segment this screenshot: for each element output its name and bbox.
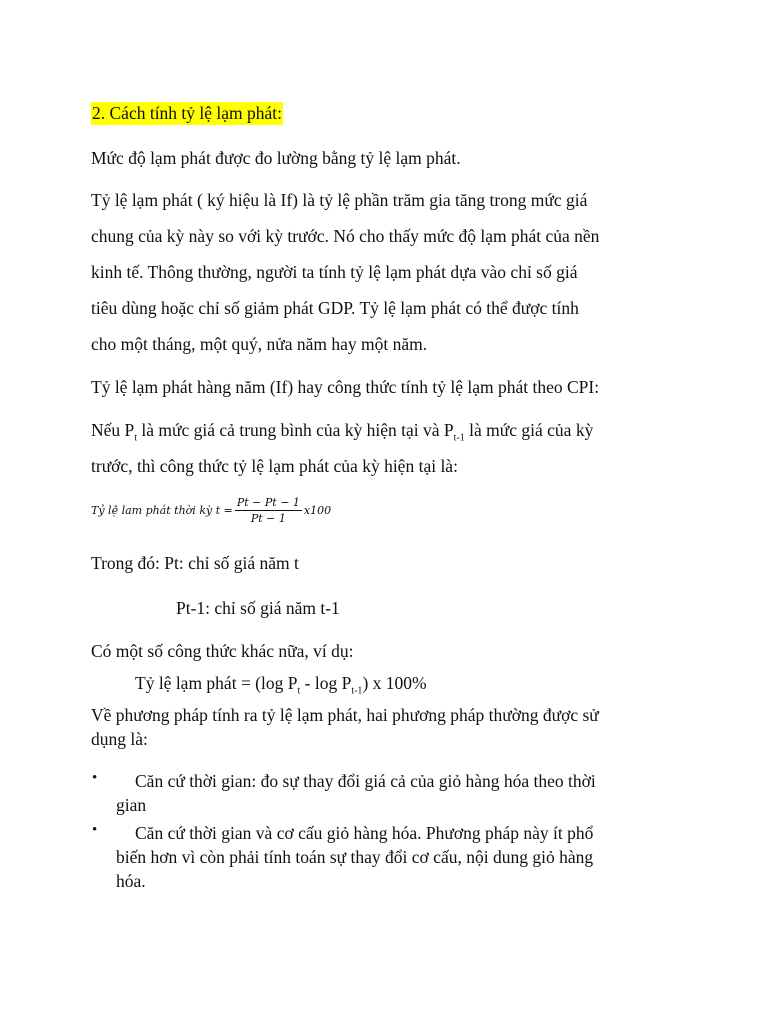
- where-line: Trong đó: Pt: chỉ số giá năm t: [91, 553, 299, 573]
- formula-numerator: Pt − Pt − 1: [236, 496, 300, 509]
- section-heading: 2. Cách tính tỷ lệ lạm phát:: [92, 103, 283, 123]
- bullet-icon: •: [92, 770, 98, 786]
- definition-line: tiêu dùng hoặc chỉ số giảm phát GDP. Tỷ lệ lạm phát có thể được tính: [91, 298, 579, 318]
- methods-paragraph-line: dụng là:: [91, 729, 148, 749]
- methods-paragraph-line: Về phương pháp tính ra tỷ lệ lạm phát, hai phương pháp thường được sử: [91, 705, 599, 725]
- formula-fraction: [235, 496, 302, 525]
- cpi-paragraph: Tỷ lệ lạm phát hàng năm (If) hay công thức tính tỷ lệ lạm phát theo CPI:: [91, 377, 600, 397]
- definition-line: Tỷ lệ lạm phát ( ký hiệu là If) là tỷ lệ phần trăm gia tăng trong mức giá: [91, 190, 588, 210]
- where-line: Pt-1: chỉ số giá năm t-1: [176, 598, 340, 618]
- formula-lhs: Tỷ lệ lam phát thời kỳ t =: [91, 504, 233, 517]
- inflation-formula: [91, 496, 331, 525]
- definition-line: kinh tế. Thông thường, người ta tính tỷ lệ lạm phát dựa vào chỉ số giá: [91, 262, 578, 282]
- price-definition-line: Nếu $P_t$ là mức giá cả trung bình của kỳ hiện tại và $P_{t-1}$ là mức giá của kỳ: [91, 420, 594, 444]
- formula-denominator: Pt − 1: [250, 512, 286, 525]
- intro-paragraph: Mức độ lạm phát được đo lường bằng tỷ lệ lạm phát.: [91, 148, 461, 168]
- definition-line: chung của kỳ này so với kỳ trước. Nó cho thấy mức độ lạm phát của nền: [91, 226, 600, 246]
- other-formulas-paragraph: Có một số công thức khác nữa, ví dụ:: [91, 641, 354, 661]
- formula-rhs: x100: [303, 504, 332, 517]
- bullet-icon: •: [92, 822, 98, 838]
- log-formula: Tỷ lệ lạm phát = (log $P_t$ - $\log P_{t-1}$) x 100%: [135, 673, 427, 697]
- definition-line: cho một tháng, một quý, nửa năm hay một năm.: [91, 334, 428, 354]
- price-definition-line: trước, thì công thức tỷ lệ lạm phát của kỳ hiện tại là:: [91, 456, 458, 476]
